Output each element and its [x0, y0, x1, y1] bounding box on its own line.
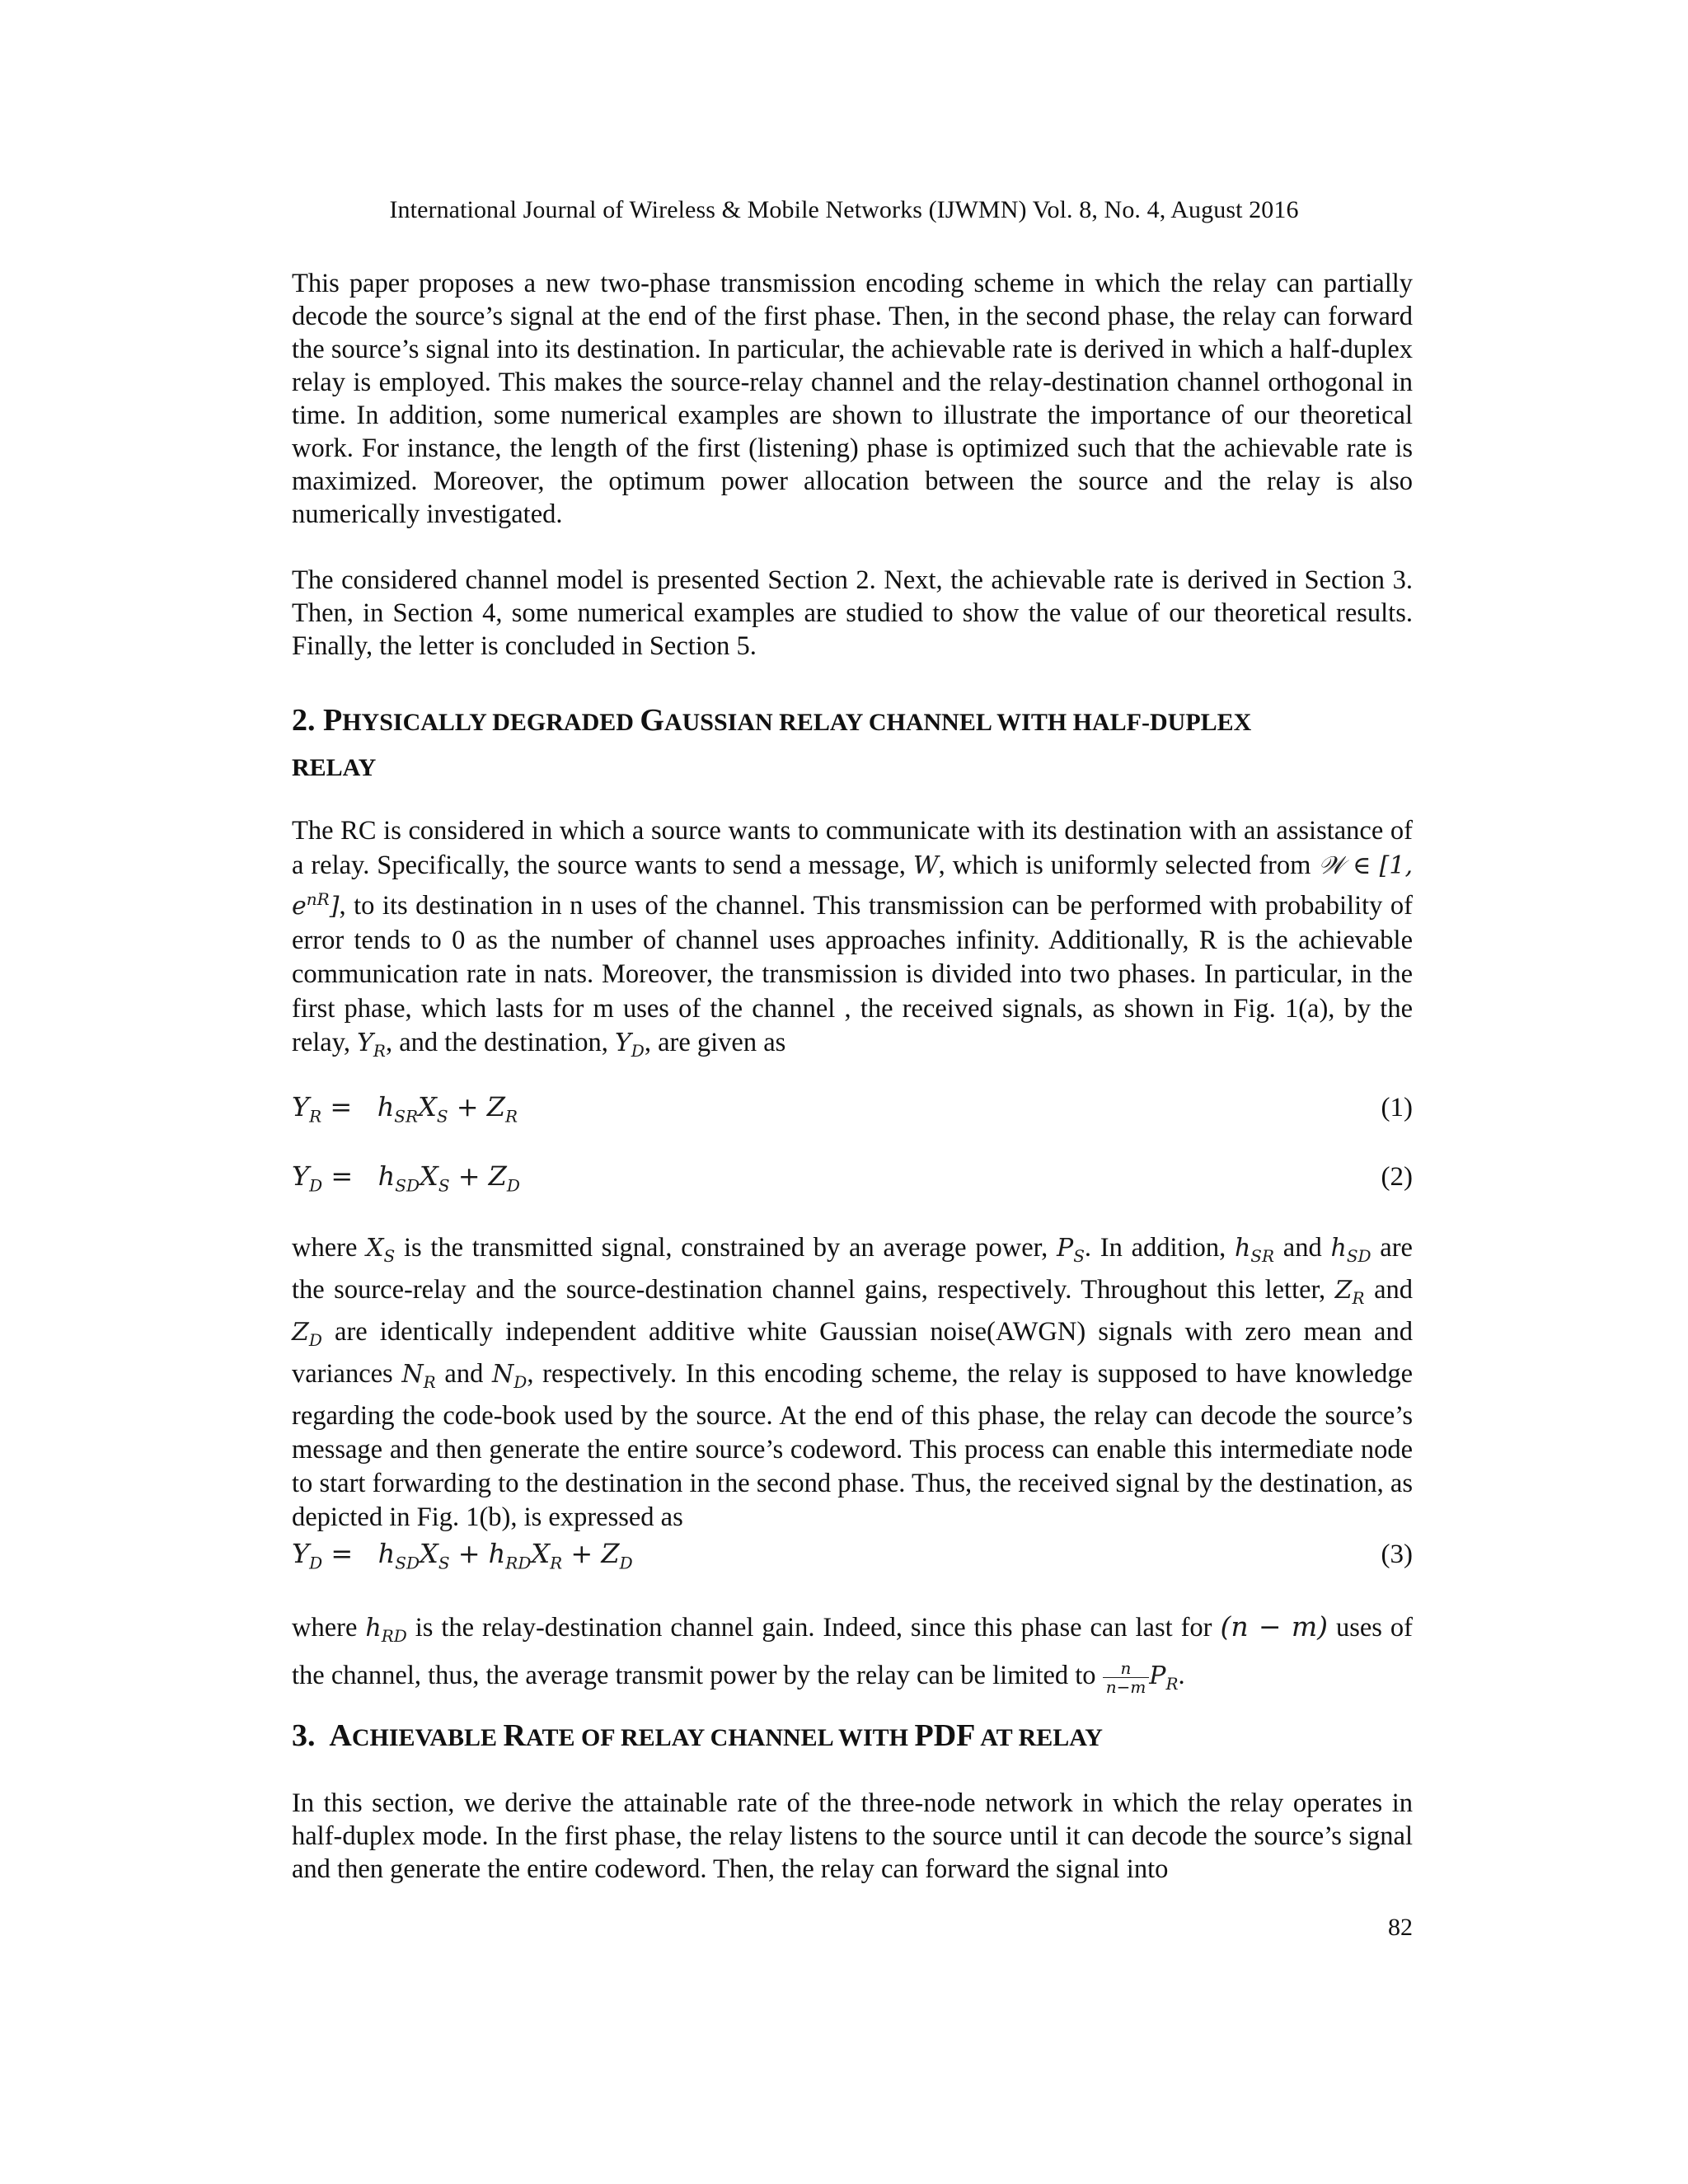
equation-1-number: (1) — [1381, 1093, 1413, 1122]
section-2-title-part: HYSICALLY DEGRADED — [342, 709, 640, 736]
section-2-title-p: P — [323, 703, 343, 738]
section-3-text: In this section, we derive the attainable rate of the three-node network in which the relay operates in half-duplex mode. In the first phase, the relay listens to the source until it can decode the source’s signal and then generate the entire codeword. Then, the relay can forward the signal into — [292, 1788, 1413, 1884]
text-run: are the source-relay and the source-destination channel gains, respectively. Throughout this letter, — [292, 1233, 1413, 1305]
math-YD: $Y_D$ — [614, 1029, 645, 1061]
equation-1-expr: $Y_R = h_{SR}X_S + Z_R$ — [292, 1091, 518, 1127]
section-3-paragraph-1 — [292, 1787, 1413, 1886]
text-run: , to its destination in n uses of the channel. This transmission can be performed with probability of error tends to 0 as the number of channel uses approaches infinity. Additionally, R is the achievable communication rate in nats. Moreover, the transmission is divided into two phases. In particular, in the first phase, which lasts for m uses of the channel , the received signals, as shown in Fig. 1(a), by the relay, — [292, 891, 1413, 1057]
math-hSD: $h_{SD}$ — [1330, 1234, 1372, 1266]
text-run: are identically independent additive white Gaussian noise(AWGN) signals with zero mean and variances — [292, 1317, 1413, 1389]
math-YR: $Y_R$ — [357, 1029, 386, 1061]
section-3-title-c: R — [503, 1718, 526, 1753]
section-3-heading — [292, 1714, 1413, 1760]
text-run: and — [435, 1359, 493, 1389]
equation-1 — [292, 1091, 1413, 1129]
section-2-paragraph-1 — [292, 814, 1413, 1069]
math-n-minus-m: (n − m) — [1220, 1610, 1329, 1643]
section-3-title-b: CHIEVABLE — [351, 1724, 504, 1751]
text-run: , respectively. In this encoding scheme, the relay is supposed to have knowledge regarding the code-book used by the source. At the end of this phase, the relay can decode the source’s message and then generate the entire source’s codeword. This process can enable this intermediate node to start forwarding to the destination in the second phase. Thus, the received signal by the destination, as depicted in Fig. 1(b), is expressed as — [292, 1359, 1413, 1532]
math-W: W — [912, 851, 939, 880]
text-run: and — [1274, 1233, 1331, 1263]
section-3-title-e: PDF — [914, 1718, 976, 1753]
section-2-number: 2. — [292, 703, 316, 738]
section-2-paragraph-3 — [292, 1607, 1413, 1704]
text-run: , are given as — [644, 1028, 786, 1057]
text-run: and — [1364, 1275, 1413, 1305]
text-run: where — [292, 1613, 366, 1643]
math-PR: $P_R$ — [1149, 1661, 1179, 1694]
math-NR: $N_R$ — [401, 1360, 436, 1392]
page-number: 82 — [1388, 1914, 1413, 1941]
math-XS: $X_S$ — [366, 1234, 396, 1266]
section-2-title-line2: RELAY — [292, 754, 377, 781]
text-run: The RC is considered in which a source wants to communicate with its destination with an assistance of a relay. Specifically, the source wants to send a message, — [292, 816, 1413, 880]
text-run: , which is uniformly selected from — [938, 850, 1319, 880]
section-2-heading — [292, 699, 1413, 790]
section-2-paragraph-2 — [292, 1231, 1413, 1535]
math-ZD: $Z_D$ — [292, 1318, 322, 1350]
intro-section-2 — [292, 564, 1413, 663]
section-3-title-d: ATE OF RELAY CHANNEL WITH — [526, 1724, 915, 1751]
text-run: is the transmitted signal, constrained by an average power, — [395, 1233, 1057, 1263]
math-fraction-n-over-n-minus-m: $\frac{n}{n-m}$ — [1103, 1659, 1150, 1696]
section-2-title-rest: AUSSIAN RELAY CHANNEL WITH HALF-DUPLEX — [663, 709, 1252, 736]
equation-3-expr: $Y_D = h_{SD}X_S + h_{RD}X_R + Z_D$ — [292, 1538, 633, 1573]
text-run: is the relay-destination channel gain. Indeed, since this phase can last for — [406, 1613, 1221, 1643]
equation-3 — [292, 1538, 1413, 1576]
text-run: . In addition, — [1084, 1233, 1235, 1263]
section-3-title-f: AT RELAY — [975, 1724, 1103, 1751]
section-2-title-g: G — [640, 703, 664, 738]
math-hSR: $h_{SR}$ — [1234, 1234, 1275, 1266]
equation-2-number: (2) — [1381, 1162, 1413, 1192]
equation-2-expr: $Y_D = h_{SD}X_S + Z_D$ — [292, 1160, 520, 1196]
section-3-title-a: A — [329, 1718, 352, 1753]
math-PS: $P_S$ — [1057, 1234, 1085, 1266]
intro-section — [292, 267, 1413, 531]
math-W-set: 𝒲 ∈ [1, $e^{nR}$] — [292, 851, 1413, 921]
running-header: International Journal of Wireless & Mobile Networks (IJWMN) Vol. 8, No. 4, August 2016 — [389, 196, 1299, 223]
equation-3-number: (3) — [1381, 1540, 1413, 1569]
text-run: . — [1178, 1661, 1185, 1690]
equation-2 — [292, 1160, 1413, 1198]
math-ZR: $Z_R$ — [1334, 1276, 1365, 1308]
text-run: , and the destination, — [385, 1028, 615, 1057]
math-hRD: $h_{RD}$ — [365, 1614, 407, 1646]
section-3-number: 3. — [292, 1718, 316, 1753]
math-ND: $N_D$ — [492, 1360, 528, 1392]
intro-paragraph-1: This paper proposes a new two-phase transmission encoding scheme in which the relay can partially decode the source’s signal at the end of the first phase. Then, in the second phase, the relay can forward the source’s signal into its destination. In particular, the achievable rate is derived in which a half-duplex relay is employed. This makes the source-relay channel and the relay-destination channel orthogonal in time. In addition, some numerical examples are shown to illustrate the importance of our theoretical work. For instance, the length of the first (listening) phase is optimized such that the achievable rate is maximized. Moreover, the optimum power allocation between the source and the relay is also numerically investigated. — [292, 269, 1413, 529]
text-run: where — [292, 1233, 367, 1263]
intro-paragraph-2: The considered channel model is presented Section 2. Next, the achievable rate is derived in Section 3. Then, in Section 4, some numerical examples are studied to show the value of our theoretical results. Finally, the letter is concluded in Section 5. — [292, 565, 1413, 661]
text-run: uses of the channel, thus, the average transmit power by the relay can be limited to — [292, 1613, 1413, 1690]
